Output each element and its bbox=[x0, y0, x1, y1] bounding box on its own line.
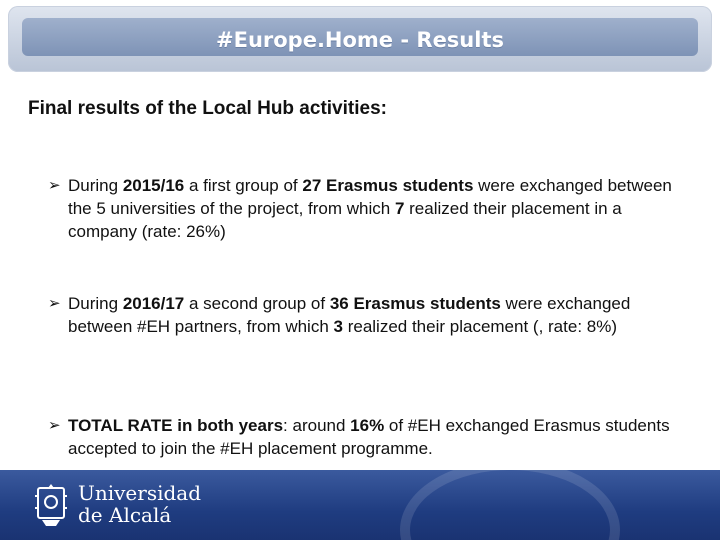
bullet-item bbox=[48, 414, 678, 460]
decorative-swoosh bbox=[400, 470, 620, 540]
university-logo-text bbox=[78, 482, 201, 526]
logo-line-1: Universidad bbox=[78, 481, 202, 505]
footer-band bbox=[0, 470, 720, 540]
bullet-item bbox=[48, 174, 678, 243]
slide-title: #Europe.Home - Results bbox=[216, 28, 504, 52]
arrow-bullet-icon: ➢ bbox=[48, 295, 61, 312]
bullet-text: TOTAL RATE in both years: around 16% of #EH exchanged Erasmus students accepted to join the #EH placement programme. bbox=[68, 416, 670, 458]
bullet-item bbox=[48, 292, 678, 338]
slide-subtitle: Final results of the Local Hub activities: bbox=[28, 98, 387, 119]
slide-header bbox=[8, 6, 712, 72]
arrow-bullet-icon: ➢ bbox=[48, 417, 61, 434]
bullet-text: During 2015/16 a first group of 27 Erasmus students were exchanged between the 5 universities of the project, from which 7 realized their placement in a company (rate: 26%) bbox=[68, 176, 672, 241]
university-crest-icon bbox=[32, 482, 70, 528]
bullet-text: During 2016/17 a second group of 36 Erasmus students were exchanged between #EH partners, from which 3 realized their placement (, rate: 8%) bbox=[68, 294, 631, 336]
logo-line-2: de Alcalá bbox=[78, 503, 172, 527]
arrow-bullet-icon: ➢ bbox=[48, 177, 61, 194]
